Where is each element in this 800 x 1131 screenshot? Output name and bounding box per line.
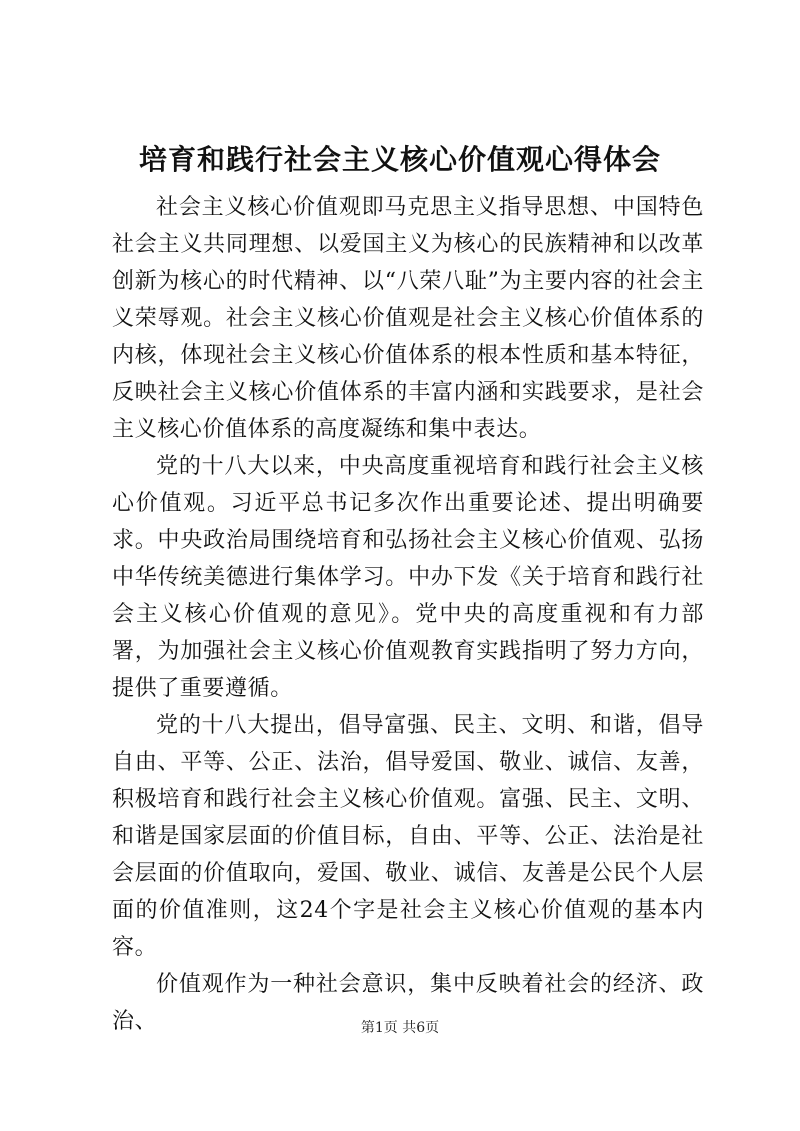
page-number-footer: 第1页 共6页 [360, 1020, 440, 1036]
paragraph-1: 社会主义核心价值观即马克思主义指导思想、中国特色社会主义共同理想、以爱国主义为核心的民族精神和以改革创新为核心的时代精神、以“八荣八耻”为主要内容的社会主义荣辱观。社会主义核心价值观是社会主义核心价值体系的内核，体现社会主义核心价值体系的根本性质和基本特征，反映社会主义核心价值体系的丰富内涵和实践要求，是社会主义核心价值体系的高度凝练和集中表达。 [112, 195, 704, 442]
paragraph-3: 党的十八大提出，倡导富强、民主、文明、和谐，倡导自由、平等、公正、法治，倡导爱国、敬业、诚信、友善，积极培育和践行社会主义核心价值观。富强、民主、文明、和谐是国家层面的价值目标，自由、平等、公正、法治是社会层面的价值取向，爱国、敬业、诚信、友善是公民个人层面的价值准则，这24个字是社会主义核心价值观的基本内容。 [112, 713, 704, 960]
paragraph-4: 价值观作为一种社会意识，集中反映着社会的经济、政治、 [112, 972, 704, 1034]
document-body [112, 189, 704, 1040]
paragraph-2: 党的十八大以来，中央高度重视培育和践行社会主义核心价值观。习近平总书记多次作出重要论述、提出明确要求。中央政治局围绕培育和弘扬社会主义核心价值观、弘扬中华传统美德进行集体学习。中办下发《关于培育和践行社会主义核心价值观的意见》。党中央的高度重视和有力部署，为加强社会主义核心价值观教育实践指明了努力方向，提供了重要遵循。 [112, 454, 704, 701]
document-title: 培育和践行社会主义核心价值观心得体会 [138, 143, 661, 176]
